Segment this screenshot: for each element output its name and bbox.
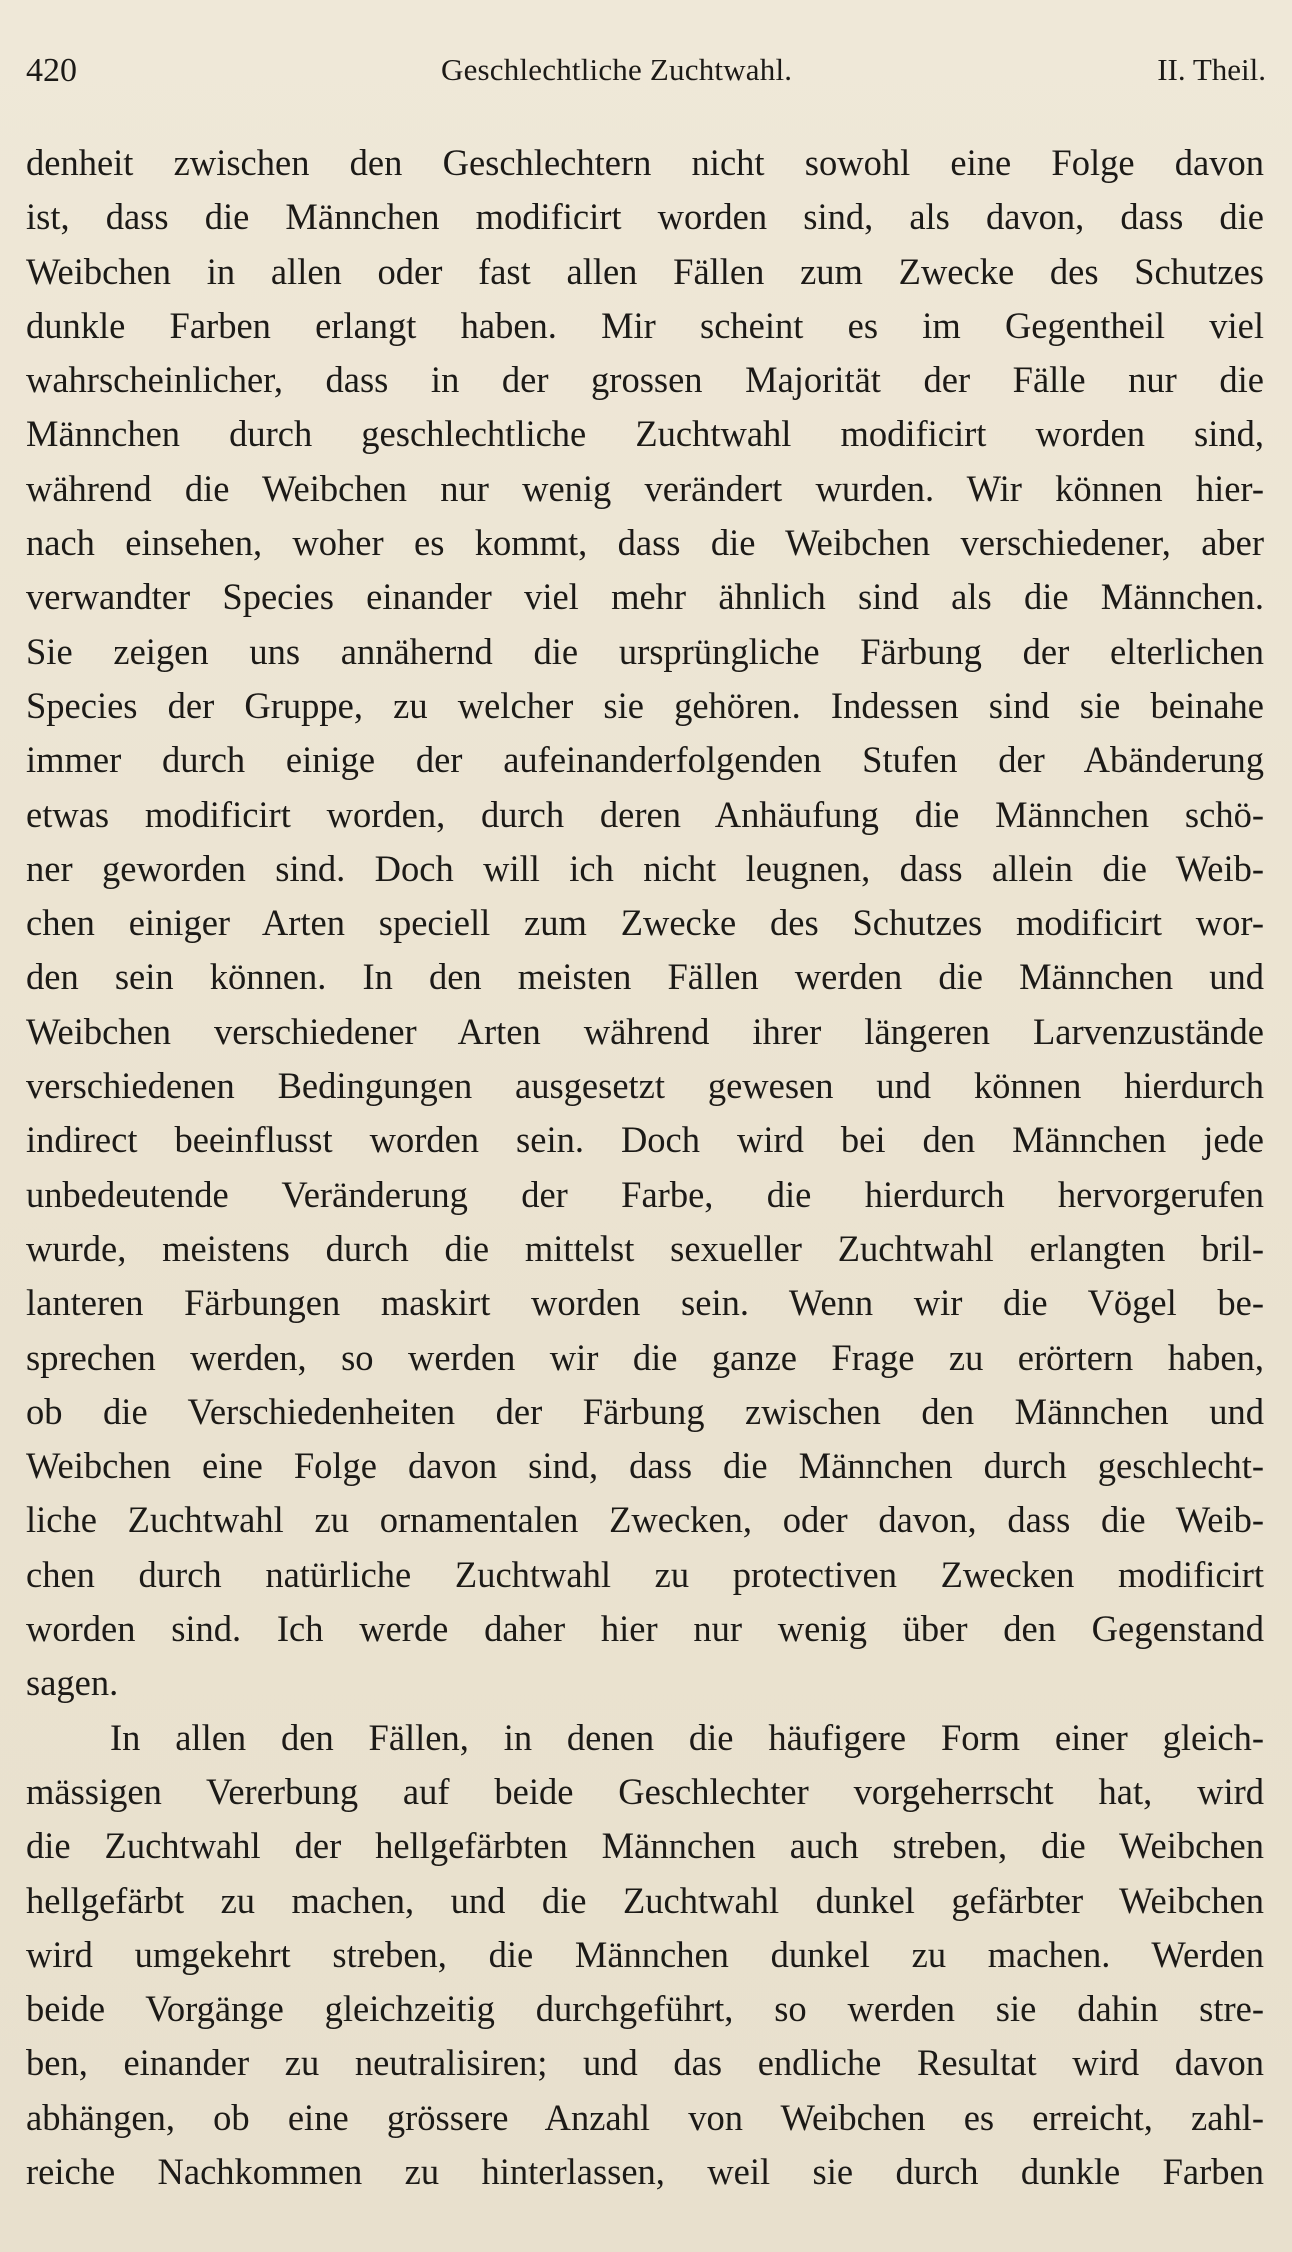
text-line: chen einiger Arten speciell zum Zwecke des Schutzes modificirt wor- [26,902,1264,944]
text-line: ben, einander zu neutralisiren; und das endliche Resultat wird davon [26,2042,1264,2084]
text-line: ist, dass die Männchen modificirt worden sind, als davon, dass die [26,196,1264,238]
text-line: beide Vorgänge gleichzeitig durchgeführt, so werden sie dahin stre- [26,1988,1264,2030]
text-line: ner geworden sind. Doch will ich nicht leugnen, dass allein die Weib- [26,847,1264,889]
text-line: indirect beeinflusst worden sein. Doch wird bei den Männchen jede [26,1119,1264,1161]
text-line: etwas modificirt worden, durch deren Anhäufung die Männchen schö- [26,793,1264,835]
running-title: Geschlechtliche Zuchtwahl. [441,52,793,87]
text-line: verwandter Species einander viel mehr ähnlich sind als die Männchen. [26,576,1264,618]
text-line: ob die Verschiedenheiten der Färbung zwischen den Männchen und [26,1390,1264,1432]
text-line: reiche Nachkommen zu hinterlassen, weil sie durch dunkle Farben [26,2150,1264,2192]
text-line: unbedeutende Veränderung der Farbe, die hierdurch hervorgerufen [26,1173,1264,1215]
text-line: wurde, meistens durch die mittelst sexueller Zuchtwahl erlangten bril- [26,1227,1264,1269]
text-line: liche Zuchtwahl zu ornamentalen Zwecken, oder davon, dass die Weib- [26,1499,1264,1541]
text-line: während die Weibchen nur wenig verändert wurden. Wir können hier- [26,467,1264,509]
text-line: In allen den Fällen, in denen die häufigere Form einer gleich- [110,1716,1264,1758]
text-line: abhängen, ob eine grössere Anzahl von Weibchen es erreicht, zahl- [26,2096,1264,2138]
body-text [26,136,1264,2199]
text-line: Sie zeigen uns annähernd die ursprüngliche Färbung der elterlichen [26,630,1264,672]
part-label: II. Theil. [1157,52,1266,87]
page-header [26,52,1266,102]
paragraph-2 [26,1711,1264,2200]
text-line: wird umgekehrt streben, die Männchen dunkel zu machen. Werden [26,1933,1264,1975]
text-line: mässigen Vererbung auf beide Geschlechter vorgeherrscht hat, wird [26,1770,1264,1812]
text-line: sagen. [26,1662,119,1704]
text-line: denheit zwischen den Geschlechtern nicht sowohl eine Folge davon [26,142,1264,183]
text-line: Männchen durch geschlechtliche Zuchtwahl modificirt worden sind, [26,413,1264,455]
text-line: worden sind. Ich werde daher hier nur wenig über den Gegenstand [26,1608,1264,1650]
text-line: Weibchen eine Folge davon sind, dass die Männchen durch geschlecht- [26,1445,1264,1487]
text-line: die Zuchtwahl der hellgefärbten Männchen auch streben, die Weibchen [26,1825,1264,1867]
text-line: lanteren Färbungen maskirt worden sein. Wenn wir die Vögel be- [26,1282,1264,1324]
text-line: wahrscheinlicher, dass in der grossen Majorität der Fälle nur die [26,359,1264,401]
text-line: verschiedenen Bedingungen ausgesetzt gewesen und können hierdurch [26,1065,1264,1107]
text-line: chen durch natürliche Zuchtwahl zu protectiven Zwecken modificirt [26,1553,1264,1595]
page-number: 420 [26,52,77,89]
text-line: Weibchen in allen oder fast allen Fällen zum Zwecke des Schutzes [26,250,1264,292]
text-line: Species der Gruppe, zu welcher sie gehören. Indessen sind sie beinahe [26,684,1264,726]
text-line: dunkle Farben erlangt haben. Mir scheint es im Gegentheil viel [26,304,1264,346]
text-line: Weibchen verschiedener Arten während ihrer längeren Larvenzustände [26,1010,1264,1052]
text-line: sprechen werden, so werden wir die ganze Frage zu erörtern haben, [26,1336,1264,1378]
paragraph-1 [26,136,1264,1711]
text-line: hellgefärbt zu machen, und die Zuchtwahl dunkel gefärbter Weibchen [26,1879,1264,1921]
text-line: den sein können. In den meisten Fällen werden die Männchen und [26,956,1264,998]
text-line: immer durch einige der aufeinanderfolgenden Stufen der Abänderung [26,739,1264,781]
text-line: nach einsehen, woher es kommt, dass die Weibchen verschiedener, aber [26,522,1264,564]
